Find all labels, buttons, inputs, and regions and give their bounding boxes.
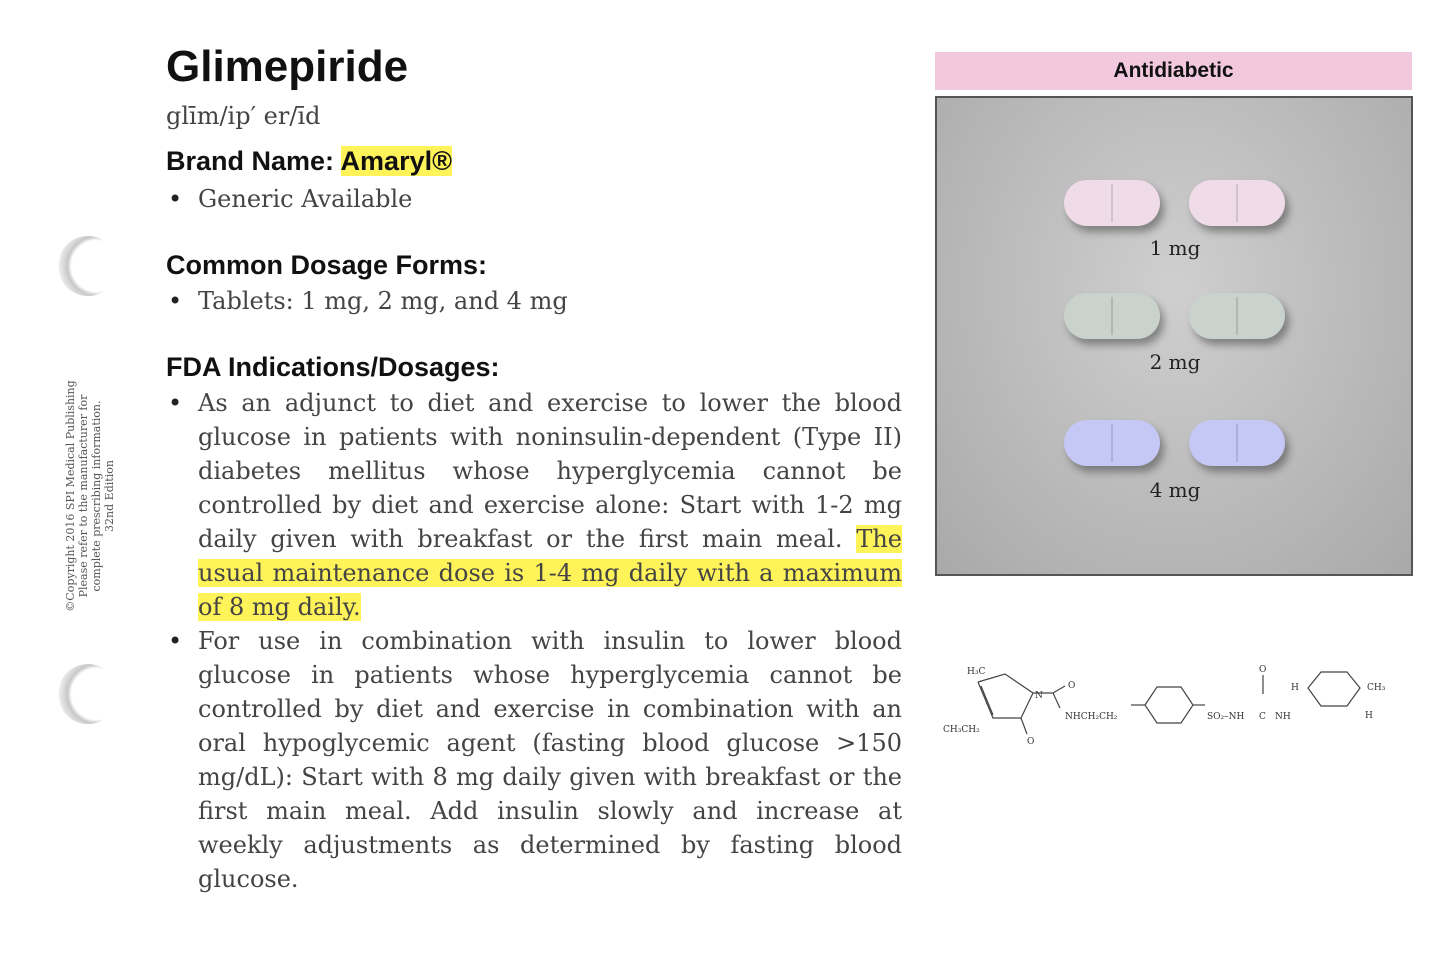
svg-text:NH: NH — [1275, 712, 1291, 722]
pronunciation: glīm/ip′ er/īd — [166, 102, 321, 130]
list-item: • For use in combination with insulin to lower blood glucose in patients whose hyperglycemia cannot be controlled by diet and exercise in combination with an oral hypoglycemic agent (fasting blood glucose >150 mg/dL): Start with 8 mg daily given with breakfast or the first main meal. Add insulin slowly and increase at weekly adjustments as determined by fasting blood glucose. — [166, 624, 902, 896]
indications-heading: FDA Indications/Dosages: — [166, 352, 500, 382]
svg-text:O: O — [1259, 665, 1267, 675]
svg-text:H: H — [1291, 683, 1299, 693]
tablet-4mg — [1064, 420, 1160, 466]
drug-name: Glimepiride — [166, 42, 409, 91]
brand-name-heading: Brand Name: Amaryl® — [166, 146, 452, 176]
brand-name: Amaryl® — [340, 146, 452, 176]
list-item: • Generic Available — [166, 182, 902, 216]
highlighted-dose: The usual maintenance dose is 1-4 mg daily with a maximum of 8 mg daily. — [198, 525, 902, 621]
tablet-2mg — [1189, 293, 1285, 339]
indications-list — [166, 386, 902, 896]
tablet-strength: 2 mg — [1149, 350, 1201, 374]
drug-class-banner: Antidiabetic — [935, 52, 1412, 90]
svg-text:O: O — [1068, 681, 1076, 691]
svg-text:O: O — [1027, 737, 1035, 747]
binder-hole-icon — [58, 664, 118, 724]
svg-text:N: N — [1035, 691, 1043, 701]
chemical-structure — [935, 660, 1395, 760]
dosage-forms-heading: Common Dosage Forms: — [166, 250, 488, 280]
svg-text:H: H — [1365, 711, 1373, 721]
svg-text:H₃C: H₃C — [967, 667, 986, 677]
tablet-2mg — [1064, 293, 1160, 339]
tablet-1mg — [1189, 180, 1285, 226]
list-item: • Tablets: 1 mg, 2 mg, and 4 mg — [166, 284, 902, 318]
svg-text:SO₂–NH: SO₂–NH — [1207, 712, 1245, 722]
binder-hole-icon — [58, 236, 118, 296]
tablet-strength: 1 mg — [1149, 236, 1201, 260]
tablet-photo — [935, 96, 1413, 576]
list-item: • As an adjunct to diet and exercise to lower the blood glucose in patients with noninsulin-dependent (Type II) diabetes mellitus whose hyperglycemia cannot be controlled by diet and exercise alone: Start with 1-2 mg daily given with breakfast or the first main meal. The usual maintenance dose is 1-4 mg daily with a maximum of 8 mg daily. — [166, 386, 902, 624]
tablet-1mg — [1064, 180, 1160, 226]
svg-text:NHCH₂CH₂: NHCH₂CH₂ — [1065, 712, 1118, 722]
dosage-forms-list — [166, 284, 902, 318]
copyright-notice: ©Copyright 2016 SPI Medical Publishing Please refer to the manufacturer for complete prescribing information. 32nd Edition — [64, 380, 116, 612]
tablet-strength: 4 mg — [1149, 478, 1201, 502]
svg-text:CH₃: CH₃ — [1367, 683, 1386, 693]
svg-text:CH₃CH₂: CH₃CH₂ — [943, 725, 980, 735]
brand-notes — [166, 182, 902, 216]
tablet-4mg — [1189, 420, 1285, 466]
svg-text:C: C — [1259, 712, 1266, 722]
